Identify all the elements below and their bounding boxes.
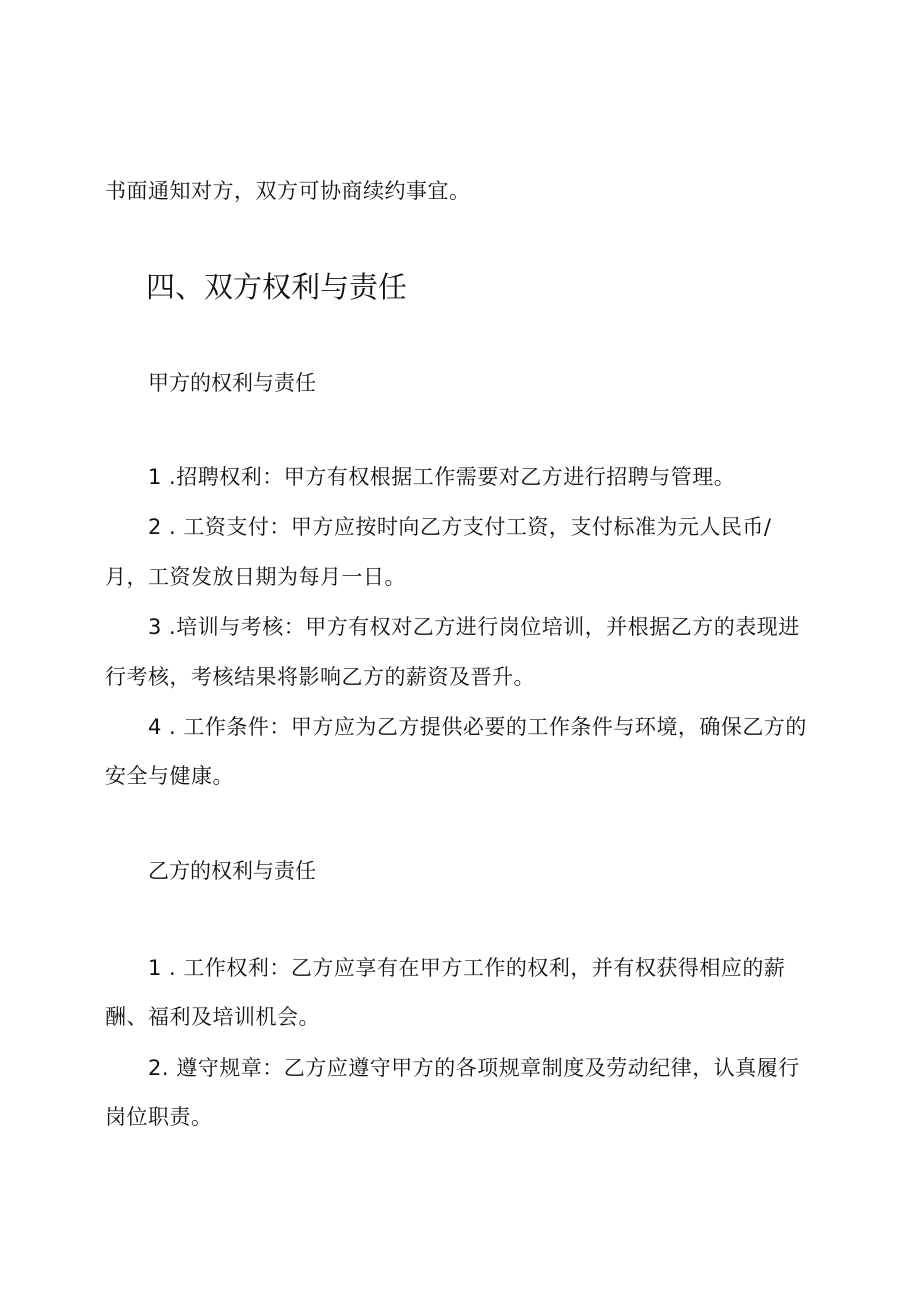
party-b-item-1-line-1: 1 . 工作权利：乙方应享有在甲方工作的权利，并有权获得相应的薪	[148, 956, 786, 980]
party-b-title: 乙方的权利与责任	[148, 859, 316, 883]
party-b-item-2-line-1: 2. 遵守规章：乙方应遵守甲方的各项规章制度及劳动纪律，认真履行	[148, 1056, 800, 1080]
party-a-item-4-line-2: 安全与健康。	[105, 764, 234, 788]
party-a-item-1-line-1: 1 .招聘权利：甲方有权根据工作需要对乙方进行招聘与管理。	[148, 465, 736, 489]
continuation-text: 书面通知对方，双方可协商续约事宜。	[105, 179, 471, 203]
party-a-item-3-line-1: 3 .培训与考核：甲方有权对乙方进行岗位培训，并根据乙方的表现进	[148, 615, 800, 639]
party-a-item-3-line-2: 行考核，考核结果将影响乙方的薪资及晋升。	[105, 665, 535, 689]
party-b-item-1-line-2: 酬、福利及培训机会。	[105, 1005, 320, 1029]
party-a-item-2-line-1: 2 . 工资支付：甲方应按时向乙方支付工资，支付标准为元人民币/	[148, 515, 772, 539]
section-heading: 四、双方权利与责任	[146, 270, 408, 304]
party-a-item-2-line-2: 月，工资发放日期为每月一日。	[105, 565, 406, 589]
party-b-item-2-line-2: 岗位职责。	[105, 1105, 213, 1129]
party-a-title: 甲方的权利与责任	[148, 371, 316, 395]
party-a-item-4-line-1: 4 . 工作条件：甲方应为乙方提供必要的工作条件与环境，确保乙方的	[148, 715, 807, 739]
